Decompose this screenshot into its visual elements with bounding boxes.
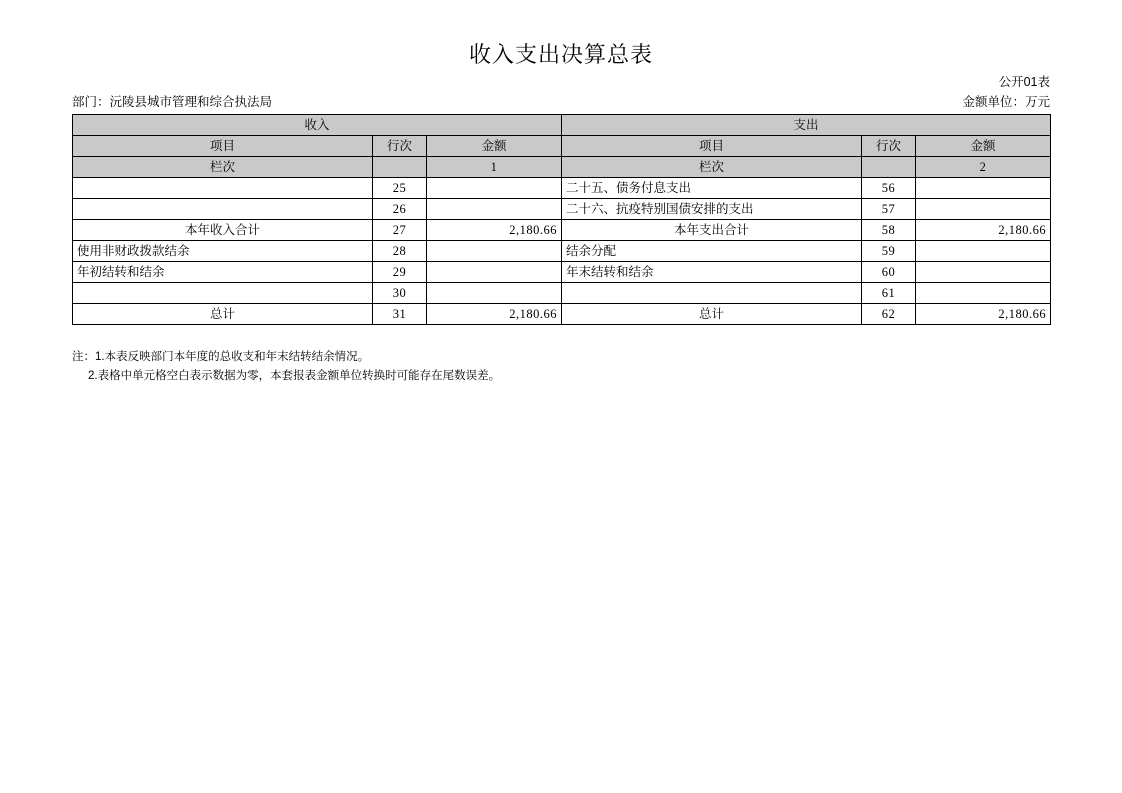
expense-item: 结余分配 [562,241,862,262]
column-header-income-item: 项目 [73,136,373,157]
budget-table [72,114,1051,325]
column-header-expense-row-no: 行次 [862,136,916,157]
column-index-right: 2 [916,157,1051,178]
expense-amount [916,199,1051,220]
note-line-1: 注：1.本表反映部门本年度的总收支和年末结转结余情况。 [72,351,370,363]
expense-item: 本年支出合计 [562,220,862,241]
table-row [73,304,1051,325]
income-amount [427,199,562,220]
column-index-blank-left [373,157,427,178]
income-item [73,199,373,220]
income-row-no: 26 [373,199,427,220]
expense-row-no: 57 [862,199,916,220]
table-notes [72,348,500,386]
expense-amount [916,283,1051,304]
income-amount [427,241,562,262]
table-row [73,220,1051,241]
column-header-income-row-no: 行次 [373,136,427,157]
income-item [73,178,373,199]
group-header-income: 收入 [73,115,562,136]
income-amount [427,262,562,283]
note-line-2: 2.表格中单元格空白表示数据为零，本套报表金额单位转换时可能存在尾数误差。 [88,370,501,382]
income-amount [427,178,562,199]
income-item: 使用非财政拨款结余 [73,241,373,262]
income-amount: 2,180.66 [427,220,562,241]
expense-row-no: 56 [862,178,916,199]
income-item [73,283,373,304]
income-item: 年初结转和结余 [73,262,373,283]
expense-row-no: 61 [862,283,916,304]
expense-item: 二十六、抗疫特别国债安排的支出 [562,199,862,220]
column-header-expense-item: 项目 [562,136,862,157]
income-row-no: 31 [373,304,427,325]
expense-item: 年末结转和结余 [562,262,862,283]
table-column-index-row [73,157,1051,178]
income-row-no: 29 [373,262,427,283]
expense-amount: 2,180.66 [916,304,1051,325]
department-label: 部门：沅陵县城市管理和综合执法局 [72,95,273,109]
column-index-label-right: 栏次 [562,157,862,178]
expense-row-no: 59 [862,241,916,262]
income-item: 总计 [73,304,373,325]
expense-item: 二十五、债务付息支出 [562,178,862,199]
table-column-header-row [73,136,1051,157]
group-header-expense: 支出 [562,115,1051,136]
income-row-no: 28 [373,241,427,262]
income-item: 本年收入合计 [73,220,373,241]
table-row [73,178,1051,199]
column-index-label-left: 栏次 [73,157,373,178]
page-title: 收入支出决算总表 [468,42,653,67]
amount-unit-label: 金额单位：万元 [962,95,1050,109]
income-row-no: 27 [373,220,427,241]
table-row [73,241,1051,262]
expense-item [562,283,862,304]
column-header-income-amount: 金额 [427,136,562,157]
expense-row-no: 60 [862,262,916,283]
table-row [73,199,1051,220]
expense-item: 总计 [562,304,862,325]
expense-amount: 2,180.66 [916,220,1051,241]
table-group-header-row [73,115,1051,136]
expense-amount [916,262,1051,283]
income-amount [427,283,562,304]
expense-row-no: 58 [862,220,916,241]
income-amount: 2,180.66 [427,304,562,325]
column-header-expense-amount: 金额 [916,136,1051,157]
expense-row-no: 62 [862,304,916,325]
form-code: 公开01表 [998,75,1050,89]
income-row-no: 25 [373,178,427,199]
column-index-blank-right [862,157,916,178]
column-index-left: 1 [427,157,562,178]
expense-amount [916,241,1051,262]
expense-amount [916,178,1051,199]
table-row [73,262,1051,283]
table-row [73,283,1051,304]
income-row-no: 30 [373,283,427,304]
